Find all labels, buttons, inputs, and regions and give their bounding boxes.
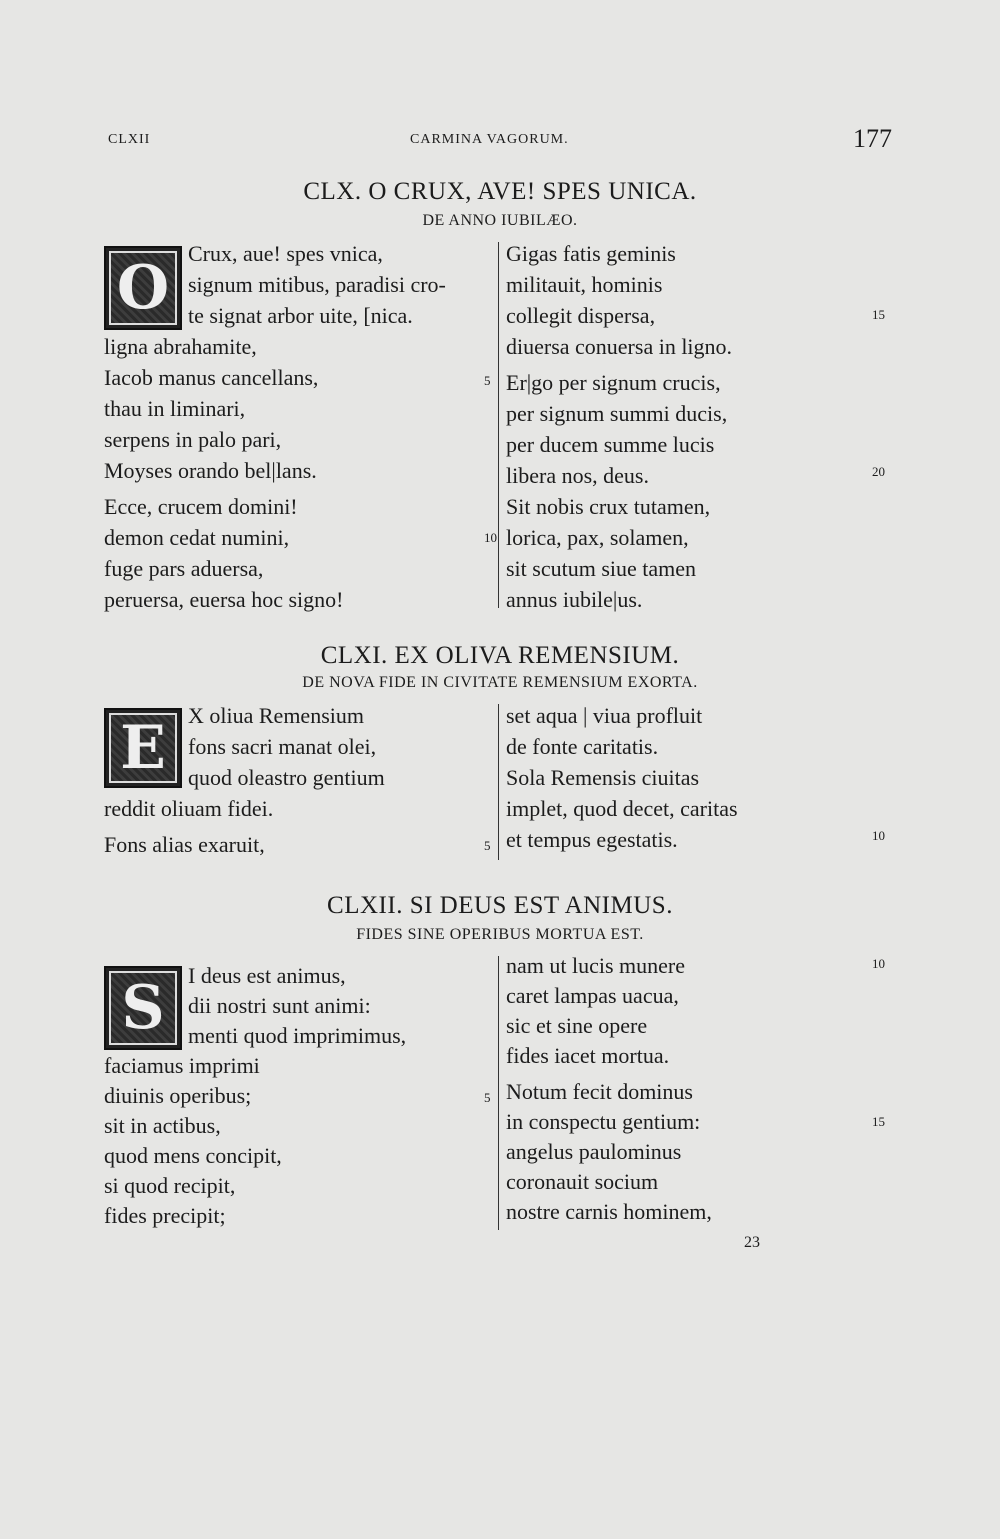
verse-line: Moyses orando bel|lans. — [104, 458, 317, 483]
decorated-initial — [104, 966, 182, 1050]
verse-line: Crux, aue! spes vnica, — [188, 241, 383, 266]
verse-line: Sit nobis crux tutamen, — [506, 494, 711, 519]
verse-line: et tempus egestatis. — [506, 827, 678, 852]
verse-line: fons sacri manat olei, — [188, 734, 377, 759]
verse-line: reddit oliuam fidei. — [104, 796, 274, 821]
line-number: 10 — [484, 530, 497, 545]
verse-line: signum mitibus, paradisi cro- — [188, 272, 446, 297]
verse-line: collegit dispersa, — [506, 303, 656, 328]
verse-line: annus iubile|us. — [506, 587, 643, 612]
verse-line: Iacob manus cancellans, — [104, 365, 319, 390]
poem-subtitle: DE NOVA FIDE IN CIVITATE REMENSIUM EXORTA. — [302, 674, 698, 691]
verse-line: libera nos, deus. — [506, 463, 649, 488]
verse-line: nostre carnis hominem, — [506, 1199, 712, 1224]
verse-line: angelus paulominus — [506, 1139, 682, 1164]
verse-line: set aqua | viua profluit — [506, 703, 703, 728]
verse-line: I deus est animus, — [188, 963, 346, 988]
verse-line: sit scutum siue tamen — [506, 556, 697, 581]
signature-mark: 23 — [744, 1234, 760, 1251]
verse-line: fides iacet mortua. — [506, 1043, 670, 1068]
verse-line: thau in liminari, — [104, 396, 246, 421]
line-number: 15 — [872, 307, 885, 322]
verse-line: sic et sine opere — [506, 1013, 648, 1038]
verse-line: Ecce, crucem domini! — [104, 494, 298, 519]
verse-line: faciamus imprimi — [104, 1053, 260, 1078]
running-head — [0, 124, 1000, 158]
initial-letter: E — [120, 713, 166, 783]
verse-line: in conspectu gentium: — [506, 1109, 701, 1134]
verse-line: quod oleastro gentium — [188, 765, 385, 790]
verse-line: Gigas fatis geminis — [506, 241, 676, 266]
line-number: 5 — [484, 838, 491, 853]
verse-line: diuinis operibus; — [104, 1083, 252, 1108]
verse-line: nam ut lucis munere — [506, 953, 686, 978]
verse-line: militauit, hominis — [506, 272, 663, 297]
verse-line: diuersa conuersa in ligno. — [506, 334, 733, 359]
line-number: 5 — [484, 373, 491, 388]
line-number: 20 — [872, 464, 885, 479]
verse-line: quod mens concipit, — [104, 1143, 282, 1168]
verse-line: si quod recipit, — [104, 1173, 236, 1198]
initial-letter: S — [121, 973, 165, 1043]
verse-line: Er|go per signum crucis, — [506, 370, 721, 395]
decorated-initial — [104, 708, 182, 788]
verse-line: fuge pars aduersa, — [104, 556, 264, 581]
verse-line: Notum fecit dominus — [506, 1079, 693, 1104]
line-number: 5 — [484, 1090, 491, 1105]
running-head-title: CARMINA VAGORUM. — [410, 132, 569, 147]
poem-title: CLX. O CRUX, AVE! SPES UNICA. — [303, 178, 697, 205]
poem-title: CLXI. EX OLIVA REMENSIUM. — [320, 642, 680, 669]
verse-line: menti quod imprimimus, — [188, 1023, 407, 1048]
verse-line: caret lampas uacua, — [506, 983, 679, 1008]
verse-line: te signat arbor uite, [nica. — [188, 303, 413, 328]
verse-line: coronauit socium — [506, 1169, 659, 1194]
poem-subtitle: FIDES SINE OPERIBUS MORTUA EST. — [356, 926, 644, 943]
verse-line: Sola Remensis ciuitas — [506, 765, 700, 790]
verse-line: serpens in palo pari, — [104, 427, 282, 452]
verse-line: ligna abrahamite, — [104, 334, 257, 359]
verse-line: lorica, pax, solamen, — [506, 525, 689, 550]
initial-letter: O — [116, 253, 170, 323]
line-number: 10 — [872, 956, 885, 971]
verse-line: implet, quod decet, caritas — [506, 796, 738, 821]
column-divider — [498, 956, 499, 1230]
verse-line: dii nostri sunt animi: — [188, 993, 371, 1018]
poem-subtitle: DE ANNO IUBILÆO. — [422, 212, 578, 229]
verse-line: peruersa, euersa hoc signo! — [104, 587, 344, 612]
running-head-section: CLXII — [108, 132, 151, 147]
verse-line: X oliua Remensium — [188, 703, 364, 728]
page-number: 177 — [853, 124, 892, 153]
verse-line: fides precipit; — [104, 1203, 226, 1228]
line-number: 15 — [872, 1114, 885, 1129]
verse-line: per ducem summe lucis — [506, 432, 715, 457]
verse-line: de fonte caritatis. — [506, 734, 659, 759]
verse-line: Fons alias exaruit, — [104, 832, 265, 857]
line-number: 10 — [872, 828, 885, 843]
poem-title: CLXII. SI DEUS EST ANIMUS. — [327, 892, 673, 919]
verse-line: sit in actibus, — [104, 1113, 221, 1138]
verse-line: demon cedat numini, — [104, 525, 290, 550]
verse-line: per signum summi ducis, — [506, 401, 728, 426]
decorated-initial — [104, 246, 182, 330]
column-divider — [498, 242, 499, 608]
column-divider — [498, 704, 499, 860]
